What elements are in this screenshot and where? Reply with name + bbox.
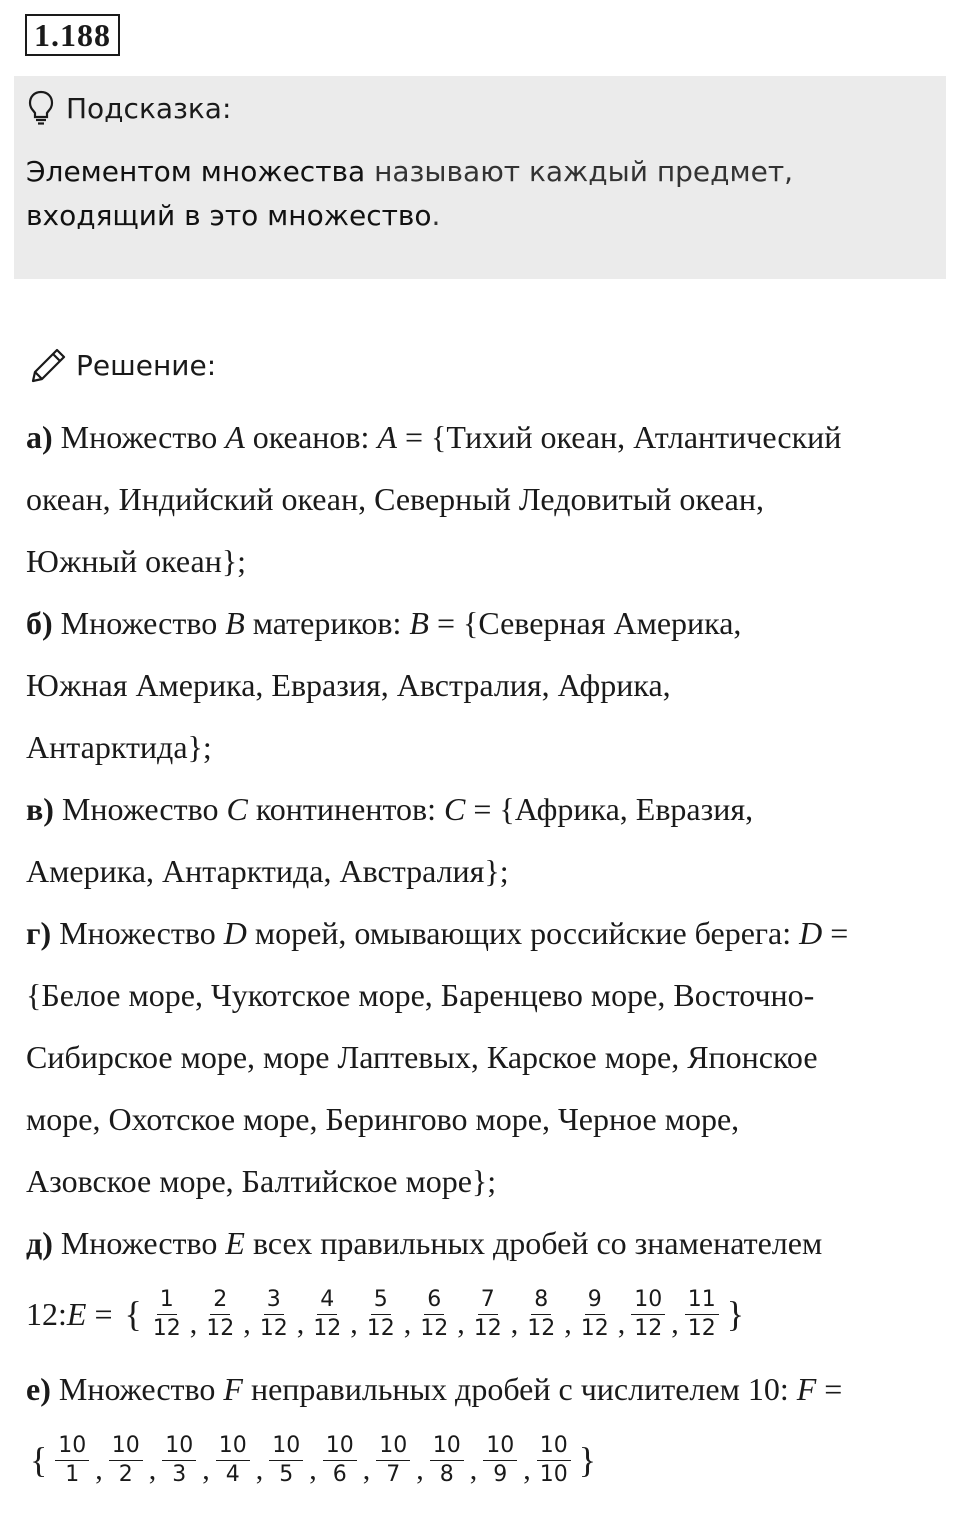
item-f-close-brace: } bbox=[578, 1440, 597, 1480]
item-e-comma: , bbox=[350, 1307, 358, 1340]
item-f-fraction bbox=[537, 1432, 571, 1489]
item-b-label: б) bbox=[26, 605, 53, 641]
fraction-denominator: 12 bbox=[206, 1315, 235, 1341]
hint-header bbox=[28, 90, 231, 126]
item-f-var: F bbox=[223, 1371, 243, 1407]
item-b-text: = {Северная Америка, bbox=[428, 605, 742, 641]
fraction-numerator: 10 bbox=[430, 1432, 464, 1461]
item-e-fraction bbox=[578, 1286, 612, 1343]
item-a-text: Множество bbox=[52, 419, 226, 455]
item-f-comma: , bbox=[95, 1453, 103, 1486]
item-e-fraction-set bbox=[26, 1274, 950, 1354]
item-f-fraction bbox=[55, 1432, 89, 1489]
item-e-comma: , bbox=[189, 1307, 198, 1340]
item-f-fraction bbox=[483, 1432, 517, 1489]
fraction-numerator: 10 bbox=[162, 1432, 196, 1461]
fraction-numerator: 4 bbox=[317, 1286, 337, 1315]
item-f-label: е) bbox=[26, 1371, 51, 1407]
item-f-fraction bbox=[323, 1432, 357, 1489]
item-b-line: Южная Америка, Евразия, Австралия, Африка, bbox=[26, 667, 671, 703]
fraction-denominator: 9 bbox=[493, 1461, 508, 1487]
item-d-line: Сибирское море, море Лаптевых, Карское море, Японское bbox=[26, 1039, 818, 1075]
item-a-var: A bbox=[225, 419, 245, 455]
fraction-denominator: 4 bbox=[225, 1461, 240, 1487]
fraction-numerator: 10 bbox=[55, 1432, 89, 1461]
fraction-numerator: 11 bbox=[685, 1286, 719, 1315]
item-c-text: Множество bbox=[53, 791, 227, 827]
item-e-fraction bbox=[257, 1286, 291, 1343]
item-e-fraction bbox=[364, 1286, 398, 1343]
item-e-comma: , bbox=[457, 1307, 465, 1340]
fraction-numerator: 10 bbox=[109, 1432, 143, 1461]
fraction-numerator: 3 bbox=[264, 1286, 284, 1315]
fraction-denominator: 3 bbox=[172, 1461, 187, 1487]
item-e-fraction bbox=[685, 1286, 719, 1343]
fraction-denominator: 12 bbox=[259, 1315, 288, 1341]
item-f-text: неправильных дробей с числителем 10: bbox=[242, 1371, 797, 1407]
item-c-var: C bbox=[226, 791, 248, 827]
item-f-open-brace: { bbox=[30, 1440, 48, 1480]
item-e-fraction bbox=[417, 1286, 451, 1343]
fraction-numerator: 2 bbox=[210, 1286, 230, 1315]
item-f-text: = bbox=[816, 1371, 843, 1407]
item-f-fraction bbox=[269, 1432, 303, 1489]
item-a-text: = {Тихий океан, Атлантический bbox=[396, 419, 842, 455]
item-f-comma: , bbox=[148, 1453, 157, 1486]
item-e-fraction bbox=[524, 1286, 558, 1343]
fraction-denominator: 8 bbox=[439, 1461, 454, 1487]
item-f-var: F bbox=[796, 1371, 817, 1407]
fraction-numerator: 1 bbox=[157, 1286, 177, 1315]
fraction-numerator: 5 bbox=[371, 1286, 391, 1315]
item-c-text: = {Африка, Евразия, bbox=[465, 791, 754, 827]
item-d-label: г) bbox=[26, 915, 52, 951]
item-e-fraction bbox=[150, 1286, 184, 1343]
hint-rest-1: называют каждый предмет, bbox=[365, 155, 794, 188]
item-e-label: д) bbox=[26, 1225, 53, 1261]
hint-text bbox=[26, 150, 926, 238]
hint-term-1: Элементом множества bbox=[26, 155, 366, 188]
fraction-numerator: 6 bbox=[424, 1286, 444, 1315]
item-e-comma: , bbox=[403, 1307, 412, 1340]
item-e-prefix: 12: bbox=[26, 1296, 67, 1332]
fraction-denominator: 12 bbox=[152, 1315, 181, 1341]
item-b-var: B bbox=[225, 605, 245, 641]
item-d-line: море, Охотское море, Берингово море, Черное море, bbox=[26, 1101, 740, 1137]
item-e-comma: , bbox=[617, 1307, 626, 1340]
item-b-text: материков: bbox=[244, 605, 410, 641]
item-e-comma: , bbox=[671, 1307, 679, 1340]
item-d-text: морей, омывающих российские берега: bbox=[246, 915, 800, 951]
item-e-var: E bbox=[66, 1296, 87, 1332]
item-b-var: B bbox=[409, 605, 429, 641]
fraction-denominator: 12 bbox=[313, 1315, 342, 1341]
fraction-denominator: 2 bbox=[118, 1461, 133, 1487]
item-e-eq: = bbox=[86, 1296, 121, 1332]
item-f-fraction-set bbox=[26, 1420, 950, 1500]
item-e-fraction bbox=[310, 1286, 344, 1343]
fraction-numerator: 10 bbox=[483, 1432, 517, 1461]
fraction-numerator: 10 bbox=[216, 1432, 250, 1461]
fraction-numerator: 10 bbox=[631, 1286, 665, 1315]
fraction-numerator: 10 bbox=[323, 1432, 357, 1461]
fraction-denominator: 12 bbox=[366, 1315, 395, 1341]
fraction-denominator: 7 bbox=[386, 1461, 401, 1487]
fraction-denominator: 12 bbox=[687, 1315, 716, 1341]
item-e-comma: , bbox=[564, 1307, 572, 1340]
fraction-denominator: 12 bbox=[420, 1315, 449, 1341]
item-f-comma: , bbox=[309, 1453, 317, 1486]
fraction-denominator: 12 bbox=[473, 1315, 502, 1341]
item-d-var: D bbox=[223, 915, 247, 951]
fraction-numerator: 10 bbox=[269, 1432, 303, 1461]
item-e-comma: , bbox=[296, 1307, 305, 1340]
item-f-fraction bbox=[216, 1432, 250, 1489]
item-a-text: океанов: bbox=[244, 419, 378, 455]
item-e bbox=[26, 1212, 950, 1274]
item-e-text: всех правильных дробей со знаменателем bbox=[244, 1225, 823, 1261]
item-f-fraction bbox=[430, 1432, 464, 1489]
item-f-text: Множество bbox=[50, 1371, 224, 1407]
fraction-numerator: 8 bbox=[531, 1286, 551, 1315]
hint-title: Подсказка: bbox=[66, 91, 232, 125]
item-e-fraction bbox=[471, 1286, 505, 1343]
item-f-fraction bbox=[162, 1432, 196, 1489]
item-f-fraction bbox=[109, 1432, 143, 1489]
hint-rest-2: . bbox=[431, 199, 441, 232]
fraction-numerator: 7 bbox=[478, 1286, 498, 1315]
item-b-line: Антарктида}; bbox=[26, 729, 212, 765]
lightbulb-icon bbox=[28, 90, 54, 126]
solution-title: Решение: bbox=[76, 348, 217, 382]
item-d-text: Множество bbox=[51, 915, 224, 951]
item-f-comma: , bbox=[362, 1453, 371, 1486]
item-a-var: A bbox=[377, 419, 397, 455]
fraction-denominator: 5 bbox=[279, 1461, 294, 1487]
item-e-fraction bbox=[631, 1286, 665, 1343]
item-f-comma: , bbox=[469, 1453, 478, 1486]
task-number: 1.188 bbox=[25, 14, 120, 56]
item-e-open-brace: { bbox=[124, 1294, 142, 1334]
fraction-numerator: 9 bbox=[585, 1286, 605, 1315]
item-f-fraction bbox=[376, 1432, 410, 1489]
item-a-line: Южный океан}; bbox=[26, 543, 247, 579]
fraction-numerator: 10 bbox=[537, 1432, 571, 1461]
item-e-var: E bbox=[225, 1225, 245, 1261]
item-d bbox=[26, 902, 950, 1212]
item-a-line: океан, Индийский океан, Северный Ледовитый океан, bbox=[26, 481, 764, 517]
item-c-text: континентов: bbox=[247, 791, 444, 827]
item-f-comma: , bbox=[255, 1453, 264, 1486]
fraction-denominator: 12 bbox=[527, 1315, 556, 1341]
item-a-label: а) bbox=[26, 419, 53, 455]
item-d-line: {Белое море, Чукотское море, Баренцево море, Восточно- bbox=[26, 977, 815, 1013]
item-f bbox=[26, 1358, 950, 1420]
item-a bbox=[26, 406, 950, 592]
item-c-line: Америка, Антарктида, Австралия}; bbox=[26, 853, 509, 889]
item-c bbox=[26, 778, 950, 902]
item-b bbox=[26, 592, 950, 778]
fraction-denominator: 12 bbox=[580, 1315, 609, 1341]
fraction-denominator: 12 bbox=[634, 1315, 663, 1341]
item-e-comma: , bbox=[510, 1307, 519, 1340]
item-e-text: Множество bbox=[52, 1225, 226, 1261]
item-e-comma: , bbox=[243, 1307, 251, 1340]
item-d-line: Азовское море, Балтийское море}; bbox=[26, 1163, 497, 1199]
item-c-var: C bbox=[444, 791, 466, 827]
solution-body bbox=[26, 406, 950, 1500]
fraction-denominator: 10 bbox=[539, 1461, 568, 1487]
hint-term-2: входящий в это множество bbox=[26, 199, 432, 232]
item-e-fraction bbox=[203, 1286, 237, 1343]
item-d-text: = bbox=[822, 915, 849, 951]
item-f-comma: , bbox=[416, 1453, 424, 1486]
fraction-numerator: 10 bbox=[376, 1432, 410, 1461]
pencil-icon bbox=[30, 346, 68, 384]
hint-box bbox=[14, 76, 946, 279]
item-e-close-brace: } bbox=[726, 1294, 745, 1334]
fraction-denominator: 1 bbox=[65, 1461, 80, 1487]
item-f-comma: , bbox=[202, 1453, 210, 1486]
item-b-text: Множество bbox=[52, 605, 226, 641]
item-f-comma: , bbox=[523, 1453, 531, 1486]
fraction-denominator: 6 bbox=[332, 1461, 347, 1487]
item-d-var: D bbox=[799, 915, 823, 951]
solution-header bbox=[30, 346, 216, 384]
item-c-label: в) bbox=[26, 791, 54, 827]
